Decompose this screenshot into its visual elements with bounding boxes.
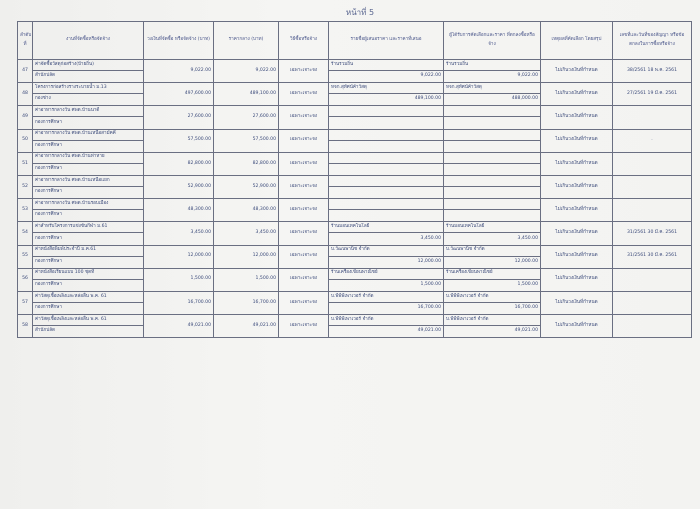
median-price: 489,100.00 xyxy=(214,83,279,106)
row-number: 47 xyxy=(18,60,33,83)
median-price: 1,500.00 xyxy=(214,268,279,291)
table-row xyxy=(18,152,692,163)
winning-price xyxy=(444,163,541,175)
header-row xyxy=(18,22,692,60)
selection-reason: ไม่เกินวงเงินที่กำหนด xyxy=(541,199,613,222)
bid-price: 3,450.00 xyxy=(329,233,444,245)
selection-reason: ไม่เกินวงเงินที่กำหนด xyxy=(541,60,613,83)
budget-amount: 16,700.00 xyxy=(144,291,214,314)
selection-reason: ไม่เกินวงเงินที่กำหนด xyxy=(541,106,613,129)
item-name: ค่าอาหารกลางวัน ศพด.บ้านเหนือสามัคคี xyxy=(33,129,144,140)
bid-price: 489,100.00 xyxy=(329,94,444,106)
header-median: ราคากลาง (บาท) xyxy=(214,22,279,60)
budget-amount: 27,600.00 xyxy=(144,106,214,129)
bid-price: 9,022.00 xyxy=(329,71,444,83)
procurement-method: เฉพาะเจาะจง xyxy=(279,291,329,314)
winner-name: บ.พีพีพีเพาเวอร์ จำกัด xyxy=(444,315,541,326)
selection-reason: ไม่เกินวงเงินที่กำหนด xyxy=(541,152,613,175)
row-number: 55 xyxy=(18,245,33,268)
item-name: ค่าหนังสือพิมพ์ประจำปี ม.ค.61 xyxy=(33,245,144,256)
budget-amount: 9,022.00 xyxy=(144,60,214,83)
header-winner: ผู้ได้รับการคัดเลือกและราคา ที่ตกลงซื้อหรือจ้าง xyxy=(444,22,541,60)
department-name: กองการศึกษา xyxy=(33,117,144,129)
header-method: วิธีซื้อหรือจ้าง xyxy=(279,22,329,60)
median-price: 16,700.00 xyxy=(214,291,279,314)
contract-ref xyxy=(613,268,692,291)
budget-amount: 1,500.00 xyxy=(144,268,214,291)
header-item: งานที่จัดซื้อหรือจัดจ้าง xyxy=(33,22,144,60)
department-name: สำนักปลัด xyxy=(33,71,144,83)
contract-ref: 27/2561 19 มี.ค. 2561 xyxy=(613,83,692,106)
budget-amount: 57,500.00 xyxy=(144,129,214,152)
bidder-name: ร้านเครื่องเขียนพาณิชย์ xyxy=(329,268,444,279)
bid-price xyxy=(329,163,444,175)
median-price: 52,900.00 xyxy=(214,175,279,198)
department-name: กองการศึกษา xyxy=(33,256,144,268)
procurement-method: เฉพาะเจาะจง xyxy=(279,222,329,245)
row-number: 53 xyxy=(18,199,33,222)
contract-ref xyxy=(613,152,692,175)
item-name: ค่าอาหารกลางวัน ศพด.บ้านเหนือแยก xyxy=(33,175,144,186)
procurement-method: เฉพาะเจาะจง xyxy=(279,152,329,175)
procurement-method: เฉพาะเจาะจง xyxy=(279,268,329,291)
bid-price: 49,021.00 xyxy=(329,326,444,338)
bidder-name xyxy=(329,106,444,117)
winning-price: 16,700.00 xyxy=(444,302,541,314)
header-budget: วงเงินที่จัดซื้อ หรือจัดจ้าง (บาท) xyxy=(144,22,214,60)
bidder-name: ร้านมอนเทคโนโลยี xyxy=(329,222,444,233)
bid-price xyxy=(329,210,444,222)
winner-name: บ.พีพีพีเพาเวอร์ จำกัด xyxy=(444,291,541,302)
contract-ref: 31/2561 30 มี.ค. 2561 xyxy=(613,222,692,245)
selection-reason: ไม่เกินวงเงินที่กำหนด xyxy=(541,222,613,245)
row-number: 50 xyxy=(18,129,33,152)
contract-ref xyxy=(613,291,692,314)
table-row xyxy=(18,315,692,326)
item-name: โครงการก่อสร้างรางระบายน้ำ ม.13 xyxy=(33,83,144,94)
winning-price xyxy=(444,186,541,198)
winning-price xyxy=(444,210,541,222)
bid-price: 16,700.00 xyxy=(329,302,444,314)
bidder-name xyxy=(329,199,444,210)
item-name: ค่าหนังสือเรียนแบบ 100 ชุดที่ xyxy=(33,268,144,279)
median-price: 12,000.00 xyxy=(214,245,279,268)
table-row xyxy=(18,129,692,140)
winner-name: หจก.สุทัศน์ค้าวัสดุ xyxy=(444,83,541,94)
contract-ref xyxy=(613,315,692,338)
header-reason: เหตุผลที่คัดเลือก โดยสรุป xyxy=(541,22,613,60)
procurement-method: เฉพาะเจาะจง xyxy=(279,106,329,129)
winning-price xyxy=(444,140,541,152)
bidder-name xyxy=(329,152,444,163)
header-contract: เลขที่และวันที่ของสัญญา หรือข้อตกลงในการซื้อหรือจ้าง xyxy=(613,22,692,60)
department-name: กองช่าง xyxy=(33,94,144,106)
winner-name xyxy=(444,129,541,140)
winner-name xyxy=(444,152,541,163)
winning-price: 3,450.00 xyxy=(444,233,541,245)
bidder-name xyxy=(329,129,444,140)
budget-amount: 52,900.00 xyxy=(144,175,214,198)
item-name: ค่าจัดซื้อวัสดุก่อสร้าง(ป้ายถิ่น) xyxy=(33,60,144,71)
median-price: 48,300.00 xyxy=(214,199,279,222)
table-row xyxy=(18,106,692,117)
item-name: ค่าสำหรับโครงการแข่งขันกีฬา ม.61 xyxy=(33,222,144,233)
budget-amount: 49,021.00 xyxy=(144,315,214,338)
median-price: 9,022.00 xyxy=(214,60,279,83)
procurement-method: เฉพาะเจาะจง xyxy=(279,245,329,268)
budget-amount: 12,000.00 xyxy=(144,245,214,268)
procurement-method: เฉพาะเจาะจง xyxy=(279,60,329,83)
row-number: 54 xyxy=(18,222,33,245)
winner-name xyxy=(444,199,541,210)
median-price: 3,450.00 xyxy=(214,222,279,245)
winner-name xyxy=(444,106,541,117)
department-name: กองการศึกษา xyxy=(33,233,144,245)
budget-amount: 48,300.00 xyxy=(144,199,214,222)
item-name: ค่าวัสดุเชื้อเพลิงและหล่อลื่น พ.ค. 61 xyxy=(33,315,144,326)
bidder-name: บ.พีพีพีเพาเวอร์ จำกัด xyxy=(329,315,444,326)
table-row xyxy=(18,60,692,71)
contract-ref xyxy=(613,106,692,129)
winning-price xyxy=(444,117,541,129)
procurement-table xyxy=(17,21,692,338)
bid-price xyxy=(329,140,444,152)
table-row xyxy=(18,83,692,94)
median-price: 82,800.00 xyxy=(214,152,279,175)
contract-ref xyxy=(613,199,692,222)
selection-reason: ไม่เกินวงเงินที่กำหนด xyxy=(541,268,613,291)
header-bidders: รายชื่อผู้เสนอราคา และราคาที่เสนอ xyxy=(329,22,444,60)
winning-price: 1,500.00 xyxy=(444,279,541,291)
winner-name: ร้านมอนเทคโนโลยี xyxy=(444,222,541,233)
winning-price: 49,021.00 xyxy=(444,326,541,338)
bid-price xyxy=(329,186,444,198)
department-name: กองการศึกษา xyxy=(33,186,144,198)
median-price: 49,021.00 xyxy=(214,315,279,338)
row-number: 49 xyxy=(18,106,33,129)
bidder-name: บ.พีพีพีเพาเวอร์ จำกัด xyxy=(329,291,444,302)
procurement-method: เฉพาะเจาะจง xyxy=(279,315,329,338)
bidder-name: ร้านรวมถิ่น xyxy=(329,60,444,71)
row-number: 48 xyxy=(18,83,33,106)
bid-price: 1,500.00 xyxy=(329,279,444,291)
bid-price xyxy=(329,117,444,129)
budget-amount: 3,450.00 xyxy=(144,222,214,245)
department-name: สำนักปลัด xyxy=(33,326,144,338)
selection-reason: ไม่เกินวงเงินที่กำหนด xyxy=(541,175,613,198)
row-number: 52 xyxy=(18,175,33,198)
procurement-method: เฉพาะเจาะจง xyxy=(279,175,329,198)
winner-name: บ.วัฒนพานิช จำกัด xyxy=(444,245,541,256)
selection-reason: ไม่เกินวงเงินที่กำหนด xyxy=(541,245,613,268)
table-row xyxy=(18,199,692,210)
procurement-method: เฉพาะเจาะจง xyxy=(279,199,329,222)
bidder-name xyxy=(329,175,444,186)
department-name: กองการศึกษา xyxy=(33,210,144,222)
winning-price: 9,022.00 xyxy=(444,71,541,83)
budget-amount: 82,800.00 xyxy=(144,152,214,175)
item-name: ค่าวัสดุเชื้อเพลิงและหล่อลื่น พ.ค. 61 xyxy=(33,291,144,302)
bidder-name: หจก.สุทัศน์ค้าวัสดุ xyxy=(329,83,444,94)
table-row xyxy=(18,222,692,233)
selection-reason: ไม่เกินวงเงินที่กำหนด xyxy=(541,315,613,338)
procurement-method: เฉพาะเจาะจง xyxy=(279,129,329,152)
contract-ref: 31/2561 30 มี.ค. 2561 xyxy=(613,245,692,268)
table-row xyxy=(18,245,692,256)
row-number: 58 xyxy=(18,315,33,338)
bidder-name: บ.วัฒนพานิช จำกัด xyxy=(329,245,444,256)
procurement-method: เฉพาะเจาะจง xyxy=(279,83,329,106)
table-row xyxy=(18,175,692,186)
row-number: 56 xyxy=(18,268,33,291)
winning-price: 488,000.00 xyxy=(444,94,541,106)
department-name: กองการศึกษา xyxy=(33,302,144,314)
winning-price: 12,000.00 xyxy=(444,256,541,268)
winner-name: ร้านเครื่องเขียนพาณิชย์ xyxy=(444,268,541,279)
bid-price: 12,000.00 xyxy=(329,256,444,268)
contract-ref: 38/2561 18 พ.ค. 2561 xyxy=(613,60,692,83)
item-name: ค่าอาหารกลางวัน ศพด.บ้านนาดี xyxy=(33,106,144,117)
contract-ref xyxy=(613,175,692,198)
row-number: 51 xyxy=(18,152,33,175)
selection-reason: ไม่เกินวงเงินที่กำหนด xyxy=(541,129,613,152)
table-row xyxy=(18,291,692,302)
department-name: กองการศึกษา xyxy=(33,163,144,175)
header-no: ลำดับที่ xyxy=(18,22,33,60)
department-name: กองการศึกษา xyxy=(33,140,144,152)
page-number: หน้าที่ 5 xyxy=(345,8,375,17)
winner-name: ร้านรวมถิ่น xyxy=(444,60,541,71)
row-number: 57 xyxy=(18,291,33,314)
median-price: 27,600.00 xyxy=(214,106,279,129)
selection-reason: ไม่เกินวงเงินที่กำหนด xyxy=(541,83,613,106)
department-name: กองการศึกษา xyxy=(33,279,144,291)
table-row xyxy=(18,268,692,279)
selection-reason: ไม่เกินวงเงินที่กำหนด xyxy=(541,291,613,314)
median-price: 57,500.00 xyxy=(214,129,279,152)
budget-amount: 497,600.00 xyxy=(144,83,214,106)
winner-name xyxy=(444,175,541,186)
contract-ref: . xyxy=(613,129,692,152)
item-name: ค่าอาหารกลางวัน ศพด.บ้านรอบเมือง xyxy=(33,199,144,210)
item-name: ค่าอาหารกลางวัน ศพด.บ้านท่าหาย xyxy=(33,152,144,163)
